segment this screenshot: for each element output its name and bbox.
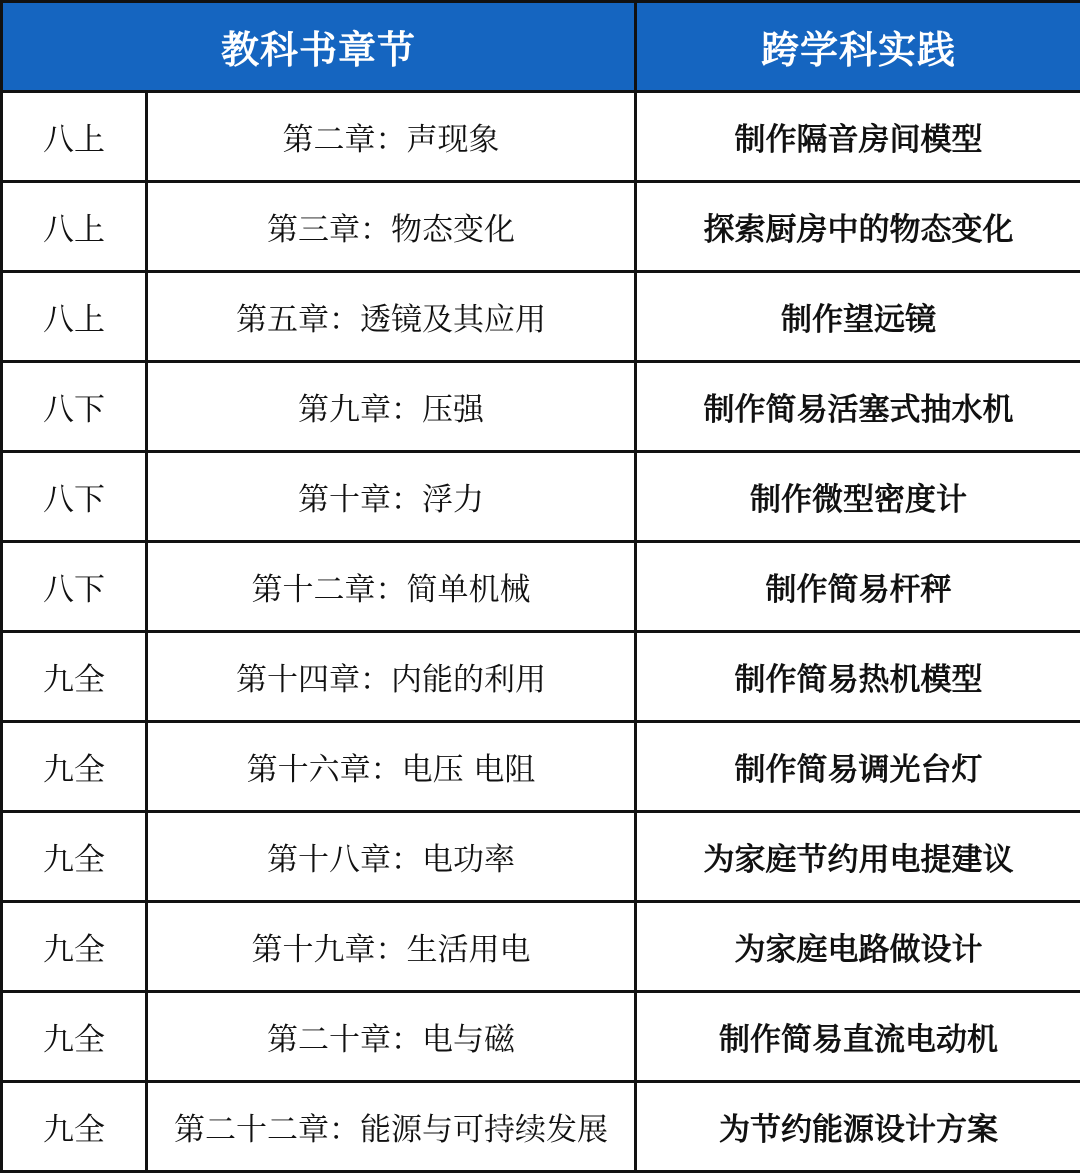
chapter-cell: 第二十二章：能源与可持续发展 <box>147 1082 636 1172</box>
practice-cell: 制作简易杆秤 <box>636 542 1080 632</box>
table-row <box>2 902 1080 992</box>
chapter-cell: 第十四章：内能的利用 <box>147 632 636 722</box>
chapter-cell: 第十九章：生活用电 <box>147 902 636 992</box>
chapter-cell: 第十二章：简单机械 <box>147 542 636 632</box>
practice-cell: 为节约能源设计方案 <box>636 1082 1080 1172</box>
table-row <box>2 632 1080 722</box>
practice-cell: 为家庭电路做设计 <box>636 902 1080 992</box>
practice-cell: 为家庭节约用电提建议 <box>636 812 1080 902</box>
table-row <box>2 722 1080 812</box>
chapter-cell: 第九章：压强 <box>147 362 636 452</box>
grade-cell: 八下 <box>2 362 147 452</box>
chapter-cell: 第三章：物态变化 <box>147 182 636 272</box>
grade-cell: 九全 <box>2 1082 147 1172</box>
chapter-cell: 第二章：声现象 <box>147 92 636 182</box>
header-cross-discipline: 跨学科实践 <box>636 2 1080 92</box>
grade-cell: 八下 <box>2 542 147 632</box>
table-header-row <box>2 2 1080 92</box>
header-textbook-chapter: 教科书章节 <box>2 2 636 92</box>
chapter-cell: 第五章：透镜及其应用 <box>147 272 636 362</box>
grade-cell: 九全 <box>2 722 147 812</box>
practice-cell: 制作隔音房间模型 <box>636 92 1080 182</box>
chapter-cell: 第十八章：电功率 <box>147 812 636 902</box>
chapter-cell: 第二十章：电与磁 <box>147 992 636 1082</box>
practice-cell: 制作微型密度计 <box>636 452 1080 542</box>
grade-cell: 八上 <box>2 272 147 362</box>
grade-cell: 八下 <box>2 452 147 542</box>
chapter-cell: 第十章：浮力 <box>147 452 636 542</box>
chapter-cell: 第十六章：电压 电阻 <box>147 722 636 812</box>
table-row <box>2 272 1080 362</box>
practice-cell: 制作简易热机模型 <box>636 632 1080 722</box>
table-row <box>2 542 1080 632</box>
table-row <box>2 362 1080 452</box>
table-row <box>2 182 1080 272</box>
table-row <box>2 812 1080 902</box>
grade-cell: 八上 <box>2 182 147 272</box>
grade-cell: 九全 <box>2 632 147 722</box>
grade-cell: 八上 <box>2 92 147 182</box>
grade-cell: 九全 <box>2 902 147 992</box>
grade-cell: 九全 <box>2 812 147 902</box>
practice-cell: 制作简易活塞式抽水机 <box>636 362 1080 452</box>
practice-cell: 探索厨房中的物态变化 <box>636 182 1080 272</box>
table-row <box>2 452 1080 542</box>
table-row <box>2 92 1080 182</box>
table-row <box>2 1082 1080 1172</box>
table-row <box>2 992 1080 1082</box>
practice-cell: 制作简易直流电动机 <box>636 992 1080 1082</box>
grade-cell: 九全 <box>2 992 147 1082</box>
practice-cell: 制作望远镜 <box>636 272 1080 362</box>
practice-cell: 制作简易调光台灯 <box>636 722 1080 812</box>
